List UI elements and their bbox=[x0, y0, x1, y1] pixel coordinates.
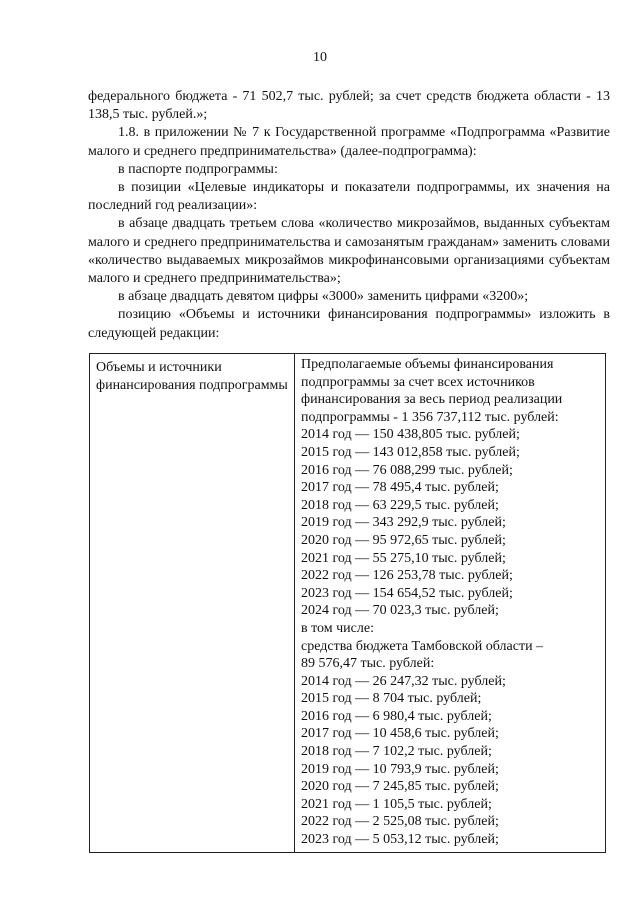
table-value-line: 2019 год — 10 793,9 тыс. рублей; bbox=[301, 761, 499, 777]
table-value-line: 2014 год — 26 247,32 тыс. рублей; bbox=[301, 673, 506, 689]
financing-table bbox=[89, 353, 606, 853]
table-value-line: 2018 год — 7 102,2 тыс. рублей; bbox=[301, 744, 492, 760]
paragraph: в позиции «Целевые индикаторы и показатели подпрограммы, их значения на последний год реализации»: bbox=[88, 180, 610, 214]
table-value-line: подпрограммы за счет всех источников bbox=[301, 374, 535, 390]
table-value-line: 2022 год — 126 253,78 тыс. рублей; bbox=[301, 568, 513, 584]
table-value-line: 2016 год — 76 088,299 тыс. рублей; bbox=[301, 462, 513, 478]
table-value-line: 2020 год — 7 245,85 тыс. рублей; bbox=[301, 779, 499, 795]
table-value-line: 2015 год — 8 704 тыс. рублей; bbox=[301, 691, 482, 707]
table-value-line: 2021 год — 1 105,5 тыс. рублей; bbox=[301, 796, 492, 812]
table-value-line: 2024 год — 70 023,3 тыс. рублей; bbox=[301, 603, 499, 619]
table-value-line: 2020 год — 95 972,65 тыс. рублей; bbox=[301, 532, 506, 548]
table-value-line: 2022 год — 2 525,08 тыс. рублей; bbox=[301, 814, 499, 830]
table-value-line: 2016 год — 6 980,4 тыс. рублей; bbox=[301, 708, 492, 724]
paragraph: в абзаце двадцать третьем слова «количество микрозаймов, выданных субъектам малого и среднего предпринимательства и самозанятым гражданам» заменить словами «количество выдаваемых микрозаймов микрофинансовыми организациями субъектам малого и среднего предпринимательства»; bbox=[88, 216, 610, 287]
table-value-line: 2018 год — 63 229,5 тыс. рублей; bbox=[301, 497, 499, 513]
paragraph: 1.8. в приложении № 7 к Государственной программе «Подпрограмма «Развитие малого и среднего предпринимательства» (далее-подпрограмма): bbox=[88, 125, 610, 159]
table-value-line: 2023 год — 5 053,12 тыс. рублей; bbox=[301, 832, 499, 848]
table-value-line: в том числе: bbox=[301, 620, 374, 636]
paragraph: федерального бюджета - 71 502,7 тыс. рублей; за счет средств бюджета области - 13 138,5 тыс. рублей.»; bbox=[88, 89, 610, 123]
table-value-line: финансирования за весь период реализации bbox=[301, 392, 563, 408]
table-value-line: Предполагаемые объемы финансирования bbox=[301, 357, 554, 372]
table-value-line: 2023 год — 154 654,52 тыс. рублей; bbox=[301, 585, 513, 601]
table-value-line: 2019 год — 343 292,9 тыс. рублей; bbox=[301, 515, 506, 531]
table-value-line: 89 576,47 тыс. рублей: bbox=[301, 656, 435, 672]
paragraph: позицию «Объемы и источники финансирования подпрограммы» изложить в следующей редакции: bbox=[88, 307, 610, 341]
page-number: 10 bbox=[313, 50, 327, 65]
table-value-line: подпрограммы - 1 356 737,112 тыс. рублей: bbox=[301, 409, 559, 425]
table-value-cell bbox=[295, 354, 605, 856]
table-value-line: средства бюджета Тамбовской области – bbox=[301, 638, 544, 654]
table-label-cell: Объемы и источники финансирования подпрограммы bbox=[90, 354, 295, 852]
table-value-line: 2017 год — 78 495,4 тыс. рублей; bbox=[301, 480, 499, 496]
document-body bbox=[88, 88, 610, 343]
table-value-line: 2017 год — 10 458,6 тыс. рублей; bbox=[301, 726, 499, 742]
table-value-line: 2021 год — 55 275,10 тыс. рублей; bbox=[301, 550, 506, 566]
table-value-line: 2014 год — 150 438,805 тыс. рублей; bbox=[301, 427, 520, 443]
table-value-line: 2015 год — 143 012,858 тыс. рублей; bbox=[301, 444, 520, 460]
paragraph: в паспорте подпрограммы: bbox=[118, 161, 278, 177]
paragraph: в абзаце двадцать девятом цифры «3000» заменить цифрами «3200»; bbox=[118, 289, 529, 305]
